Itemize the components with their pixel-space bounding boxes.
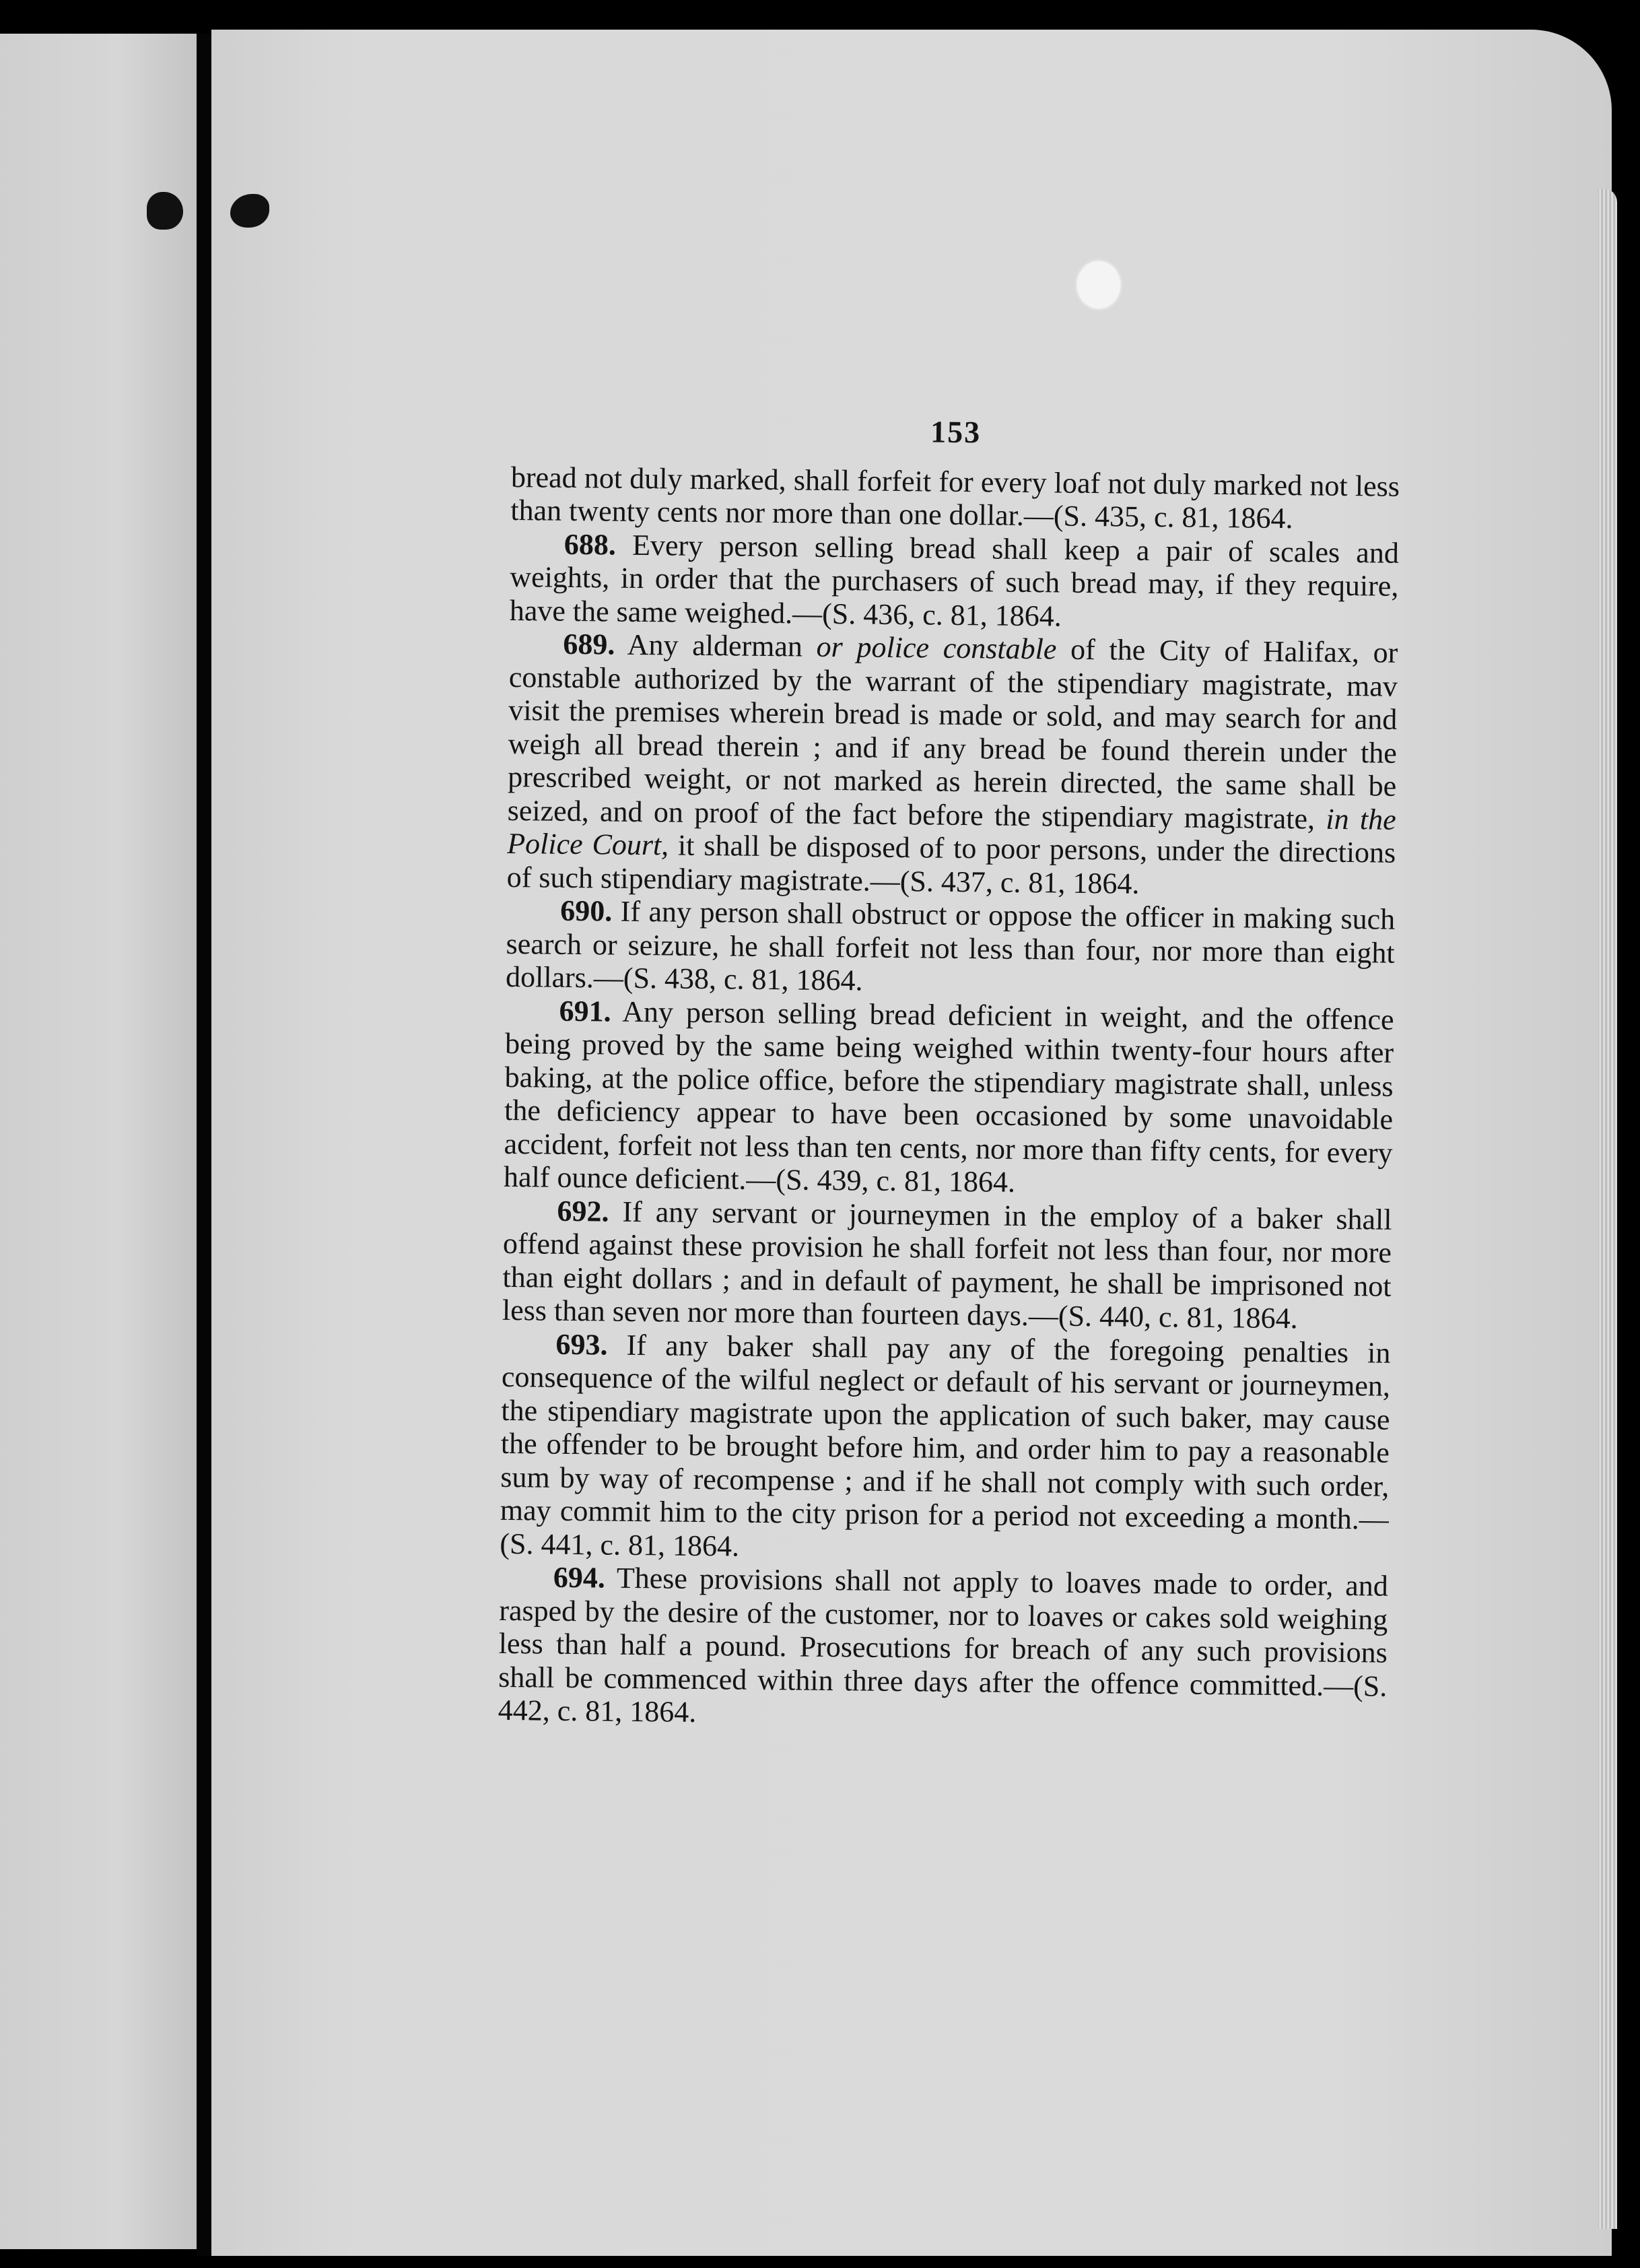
section-690 xyxy=(506,894,1395,1003)
binding-gutter xyxy=(197,34,211,2256)
paragraph-text: These provisions shall not apply to loaves made to order, and rasped by the desire of the customer, nor to loaves or cakes sold weighing less than half a pound. Prosecutions for breach of any such provisions shall be commenced within three days after the offence committed.—(S. 442, c. 81, 1864. xyxy=(498,1561,1389,1729)
section-693 xyxy=(500,1327,1391,1569)
paragraph-text: Every person selling bread shall keep a pair of scales and weights, in order that the purchasers of such bread may, if they require, have the same weighed.—(S. 436, c. 81, 1864. xyxy=(509,528,1400,633)
section-691 xyxy=(504,993,1394,1203)
section-number: 692. xyxy=(557,1194,609,1228)
section-number: 689. xyxy=(563,627,615,661)
page-number: 153 xyxy=(930,414,982,450)
paper-spot xyxy=(1077,261,1120,308)
section-689 xyxy=(506,627,1398,903)
paragraph-text: If any person shall obstruct or oppose the officer in making such search or seizure, he shall forfeit not less than four, nor more than eight dollars.—(S. 438, c. 81, 1864. xyxy=(505,894,1396,997)
paragraph-text: Any person selling bread deficient in weight, and the offence being proved by the same being weighed within twenty-four hours after baking, at the police office, before the stipendiary magistrate shall, unless the deficiency appear to have been occasioned by some unavoidable accident, forfeit not less than ten cents, nor more than fifty cents, for every half ounce deficient.—(S. 439, c. 81, 1864. xyxy=(503,995,1394,1199)
section-694 xyxy=(498,1560,1389,1736)
paragraph-text: bread not duly marked, shall forfeit for every loaf not duly marked not less than twenty cents nor more than one dollar.—(S. 435, c. 81, 1864. xyxy=(510,460,1400,535)
left-page-edge xyxy=(0,34,197,2249)
paragraph-text: If any servant or journeymen in the employ of a baker shall offend against these provision he shall forfeit not less than four, nor more than eight dollars ; and in default of payment, he shall be imprisoned not less than seven nor more than fourteen days.—(S. 440, c. 81, 1864. xyxy=(502,1195,1392,1335)
paragraph-text: Any alderman xyxy=(627,628,817,663)
paragraph-continued xyxy=(510,460,1400,536)
section-number: 693. xyxy=(555,1327,608,1362)
page-stack-edge xyxy=(1598,189,1617,2229)
section-692 xyxy=(502,1193,1392,1336)
section-number: 690. xyxy=(559,894,613,928)
italic-phrase: in the Police Court, xyxy=(507,802,1396,862)
paragraph-text: it shall be disposed of to poor persons, under the directions of such stipendiary magistrate.—(S. 437, c. 81, 1864. xyxy=(506,828,1396,900)
paragraph-text: If any baker shall pay any of the foregoing penalties in consequence of the wilful neglect or default of his servant or journeymen, the stipendiary magistrate upon the application of such baker, may cause the offender to be brought before him, and order him to pay a reasonable sum by way of recompense ; and if he shall not comply with such order, may commit him to the city prison for a period not exceeding a month.—(S. 441, c. 81, 1864. xyxy=(500,1328,1391,1563)
section-number: 688. xyxy=(563,527,617,562)
page-text xyxy=(498,411,1400,1736)
section-688 xyxy=(510,527,1399,636)
italic-phrase: or police constable xyxy=(816,630,1057,666)
section-number: 694. xyxy=(553,1560,606,1595)
section-number: 691. xyxy=(559,994,611,1028)
ink-blot xyxy=(147,192,183,230)
paragraph-text: of the City of Halifax, or constable authorized by the warrant of the stipendiary magistrate, mav visit the premises wherein bread is made or sold, and may search for and weigh all bread therein ; and if any bread be found therein under the prescribed weight, or not marked as herein directed, the same shall be seized, and on proof of the fact before the stipendiary magistrate, xyxy=(507,632,1398,836)
